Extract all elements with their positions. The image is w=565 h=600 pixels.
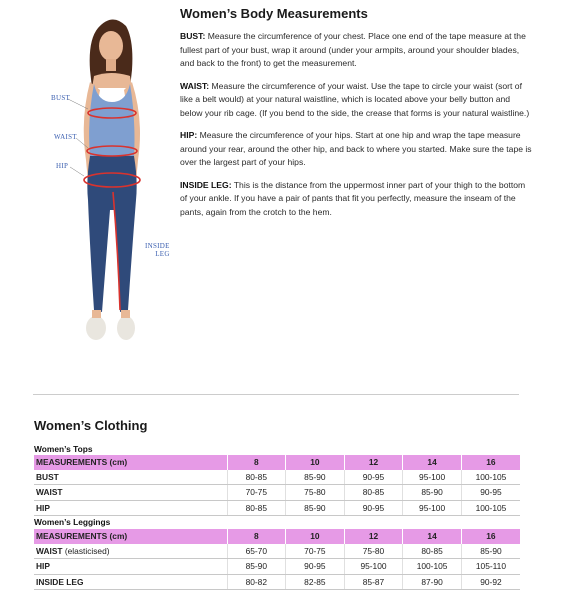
bust-callout-label: BUST <box>51 94 71 102</box>
size-value-cell: 80-85 <box>227 500 286 516</box>
row-label: WAIST <box>36 487 63 498</box>
measurements-header-cell: MEASUREMENTS (cm) <box>34 455 227 470</box>
size-value-cell: 75-80 <box>344 544 403 559</box>
measurements-header-cell: MEASUREMENTS (cm) <box>34 529 227 544</box>
size-value-cell: 90-95 <box>286 559 345 575</box>
table-row <box>34 544 520 559</box>
table-header-row <box>34 529 520 544</box>
size-value-cell: 95-100 <box>403 470 462 485</box>
leggings-subtitle: Women’s Leggings <box>34 517 111 527</box>
size-value-cell: 80-85 <box>403 544 462 559</box>
size-value-cell: 80-82 <box>227 574 286 590</box>
inside-leg-label-line-2: LEG <box>155 250 170 258</box>
row-label: BUST <box>36 471 59 482</box>
size-value-cell: 80-85 <box>227 470 286 485</box>
waist-callout-label: WAIST <box>54 133 77 141</box>
size-header-cell: 14 <box>403 455 462 470</box>
tops-size-table <box>34 455 520 516</box>
clothing-title: Women’s Clothing <box>34 418 148 433</box>
size-header-cell: 10 <box>286 455 345 470</box>
row-label: WAIST <box>36 545 63 556</box>
size-value-cell: 65-70 <box>227 544 286 559</box>
size-value-cell: 90-95 <box>344 500 403 516</box>
hip-callout-label: HIP <box>56 162 69 170</box>
row-label-cell <box>34 544 227 559</box>
table-row <box>34 470 520 485</box>
size-value-cell: 87-90 <box>403 574 462 590</box>
tops-subtitle: Women’s Tops <box>34 444 93 454</box>
size-value-cell: 95-100 <box>344 559 403 575</box>
size-header-cell: 10 <box>286 529 345 544</box>
measurements-title: Women’s Body Measurements <box>180 6 368 21</box>
model-figure <box>40 10 180 365</box>
size-header-cell: 12 <box>344 529 403 544</box>
size-value-cell: 95-100 <box>403 500 462 516</box>
size-header-cell: 8 <box>227 455 286 470</box>
size-value-cell: 70-75 <box>227 485 286 501</box>
waist-instruction <box>180 80 532 121</box>
size-value-cell: 75-80 <box>286 485 345 501</box>
row-label-cell <box>34 574 227 590</box>
row-label-note: (elasticised) <box>62 545 110 556</box>
size-value-cell: 85-87 <box>344 574 403 590</box>
hip-term: HIP: <box>180 130 198 140</box>
table-row <box>34 559 520 575</box>
size-value-cell: 100-105 <box>403 559 462 575</box>
row-label: HIP <box>36 561 50 572</box>
size-header-cell: 16 <box>461 529 520 544</box>
table-row <box>34 485 520 501</box>
row-label: INSIDE LEG <box>36 576 84 587</box>
section-divider <box>33 394 519 395</box>
size-value-cell: 85-90 <box>286 470 345 485</box>
table-row <box>34 500 520 516</box>
size-value-cell: 85-90 <box>461 544 520 559</box>
size-value-cell: 85-90 <box>403 485 462 501</box>
row-label: HIP <box>36 502 50 513</box>
size-value-cell: 90-95 <box>344 470 403 485</box>
row-label-cell <box>34 485 227 501</box>
size-value-cell: 90-92 <box>461 574 520 590</box>
size-value-cell: 90-95 <box>461 485 520 501</box>
size-header-cell: 8 <box>227 529 286 544</box>
leggings-size-table <box>34 529 520 590</box>
inside-leg-instruction <box>180 179 532 220</box>
bust-term: BUST: <box>180 31 206 41</box>
size-value-cell: 100-105 <box>461 470 520 485</box>
hip-instruction <box>180 129 532 170</box>
waist-term: WAIST: <box>180 80 210 91</box>
size-value-cell: 85-90 <box>286 500 345 516</box>
table-row <box>34 574 520 590</box>
size-value-cell: 82-85 <box>286 574 345 590</box>
hip-text: Measure the circumference of your hips. Start at one hip and wrap the tape measure around your rear, around the other hip, and back to where you started. Make sure the tape is over the largest part of your hips. <box>180 130 532 167</box>
row-label-cell <box>34 470 227 485</box>
bust-text: Measure the circumference of your chest. Place one end of the tape measure at the fullest part of your bust, wrap it around (under your armpits, around your shoulder blades, and back to the front) to get the measurement. <box>180 31 526 68</box>
inside-leg-text: This is the distance from the uppermost inner part of your thigh to the bottom of your ankle. If you have a pair of pants that fit you perfectly, measure the inseam of the pants, again from the crotch to the hem. <box>180 179 526 217</box>
inside-leg-label-line-1: INSIDE <box>145 242 170 250</box>
size-header-cell: 16 <box>461 455 520 470</box>
inside-leg-callout-label <box>145 242 170 258</box>
size-header-cell: 12 <box>344 455 403 470</box>
table-header-row <box>34 455 520 470</box>
size-value-cell: 70-75 <box>286 544 345 559</box>
measurement-instructions <box>180 6 532 228</box>
size-value-cell: 85-90 <box>227 559 286 575</box>
size-value-cell: 80-85 <box>344 485 403 501</box>
size-header-cell: 14 <box>403 529 462 544</box>
row-label-cell <box>34 500 227 516</box>
waist-text: Measure the circumference of your waist. Use the tape to circle your waist (sort of like a belt would) at your natural waistline, which is located above your belly button and below your rib cage. (If you bend to the side, the crease that forms is your natural waistline.) <box>180 80 530 118</box>
bust-instruction <box>180 30 532 71</box>
size-value-cell: 100-105 <box>461 500 520 516</box>
inside-leg-term: INSIDE LEG: <box>180 179 232 190</box>
size-value-cell: 105-110 <box>461 559 520 575</box>
row-label-cell <box>34 559 227 575</box>
woman-figure-illustration <box>40 10 180 365</box>
